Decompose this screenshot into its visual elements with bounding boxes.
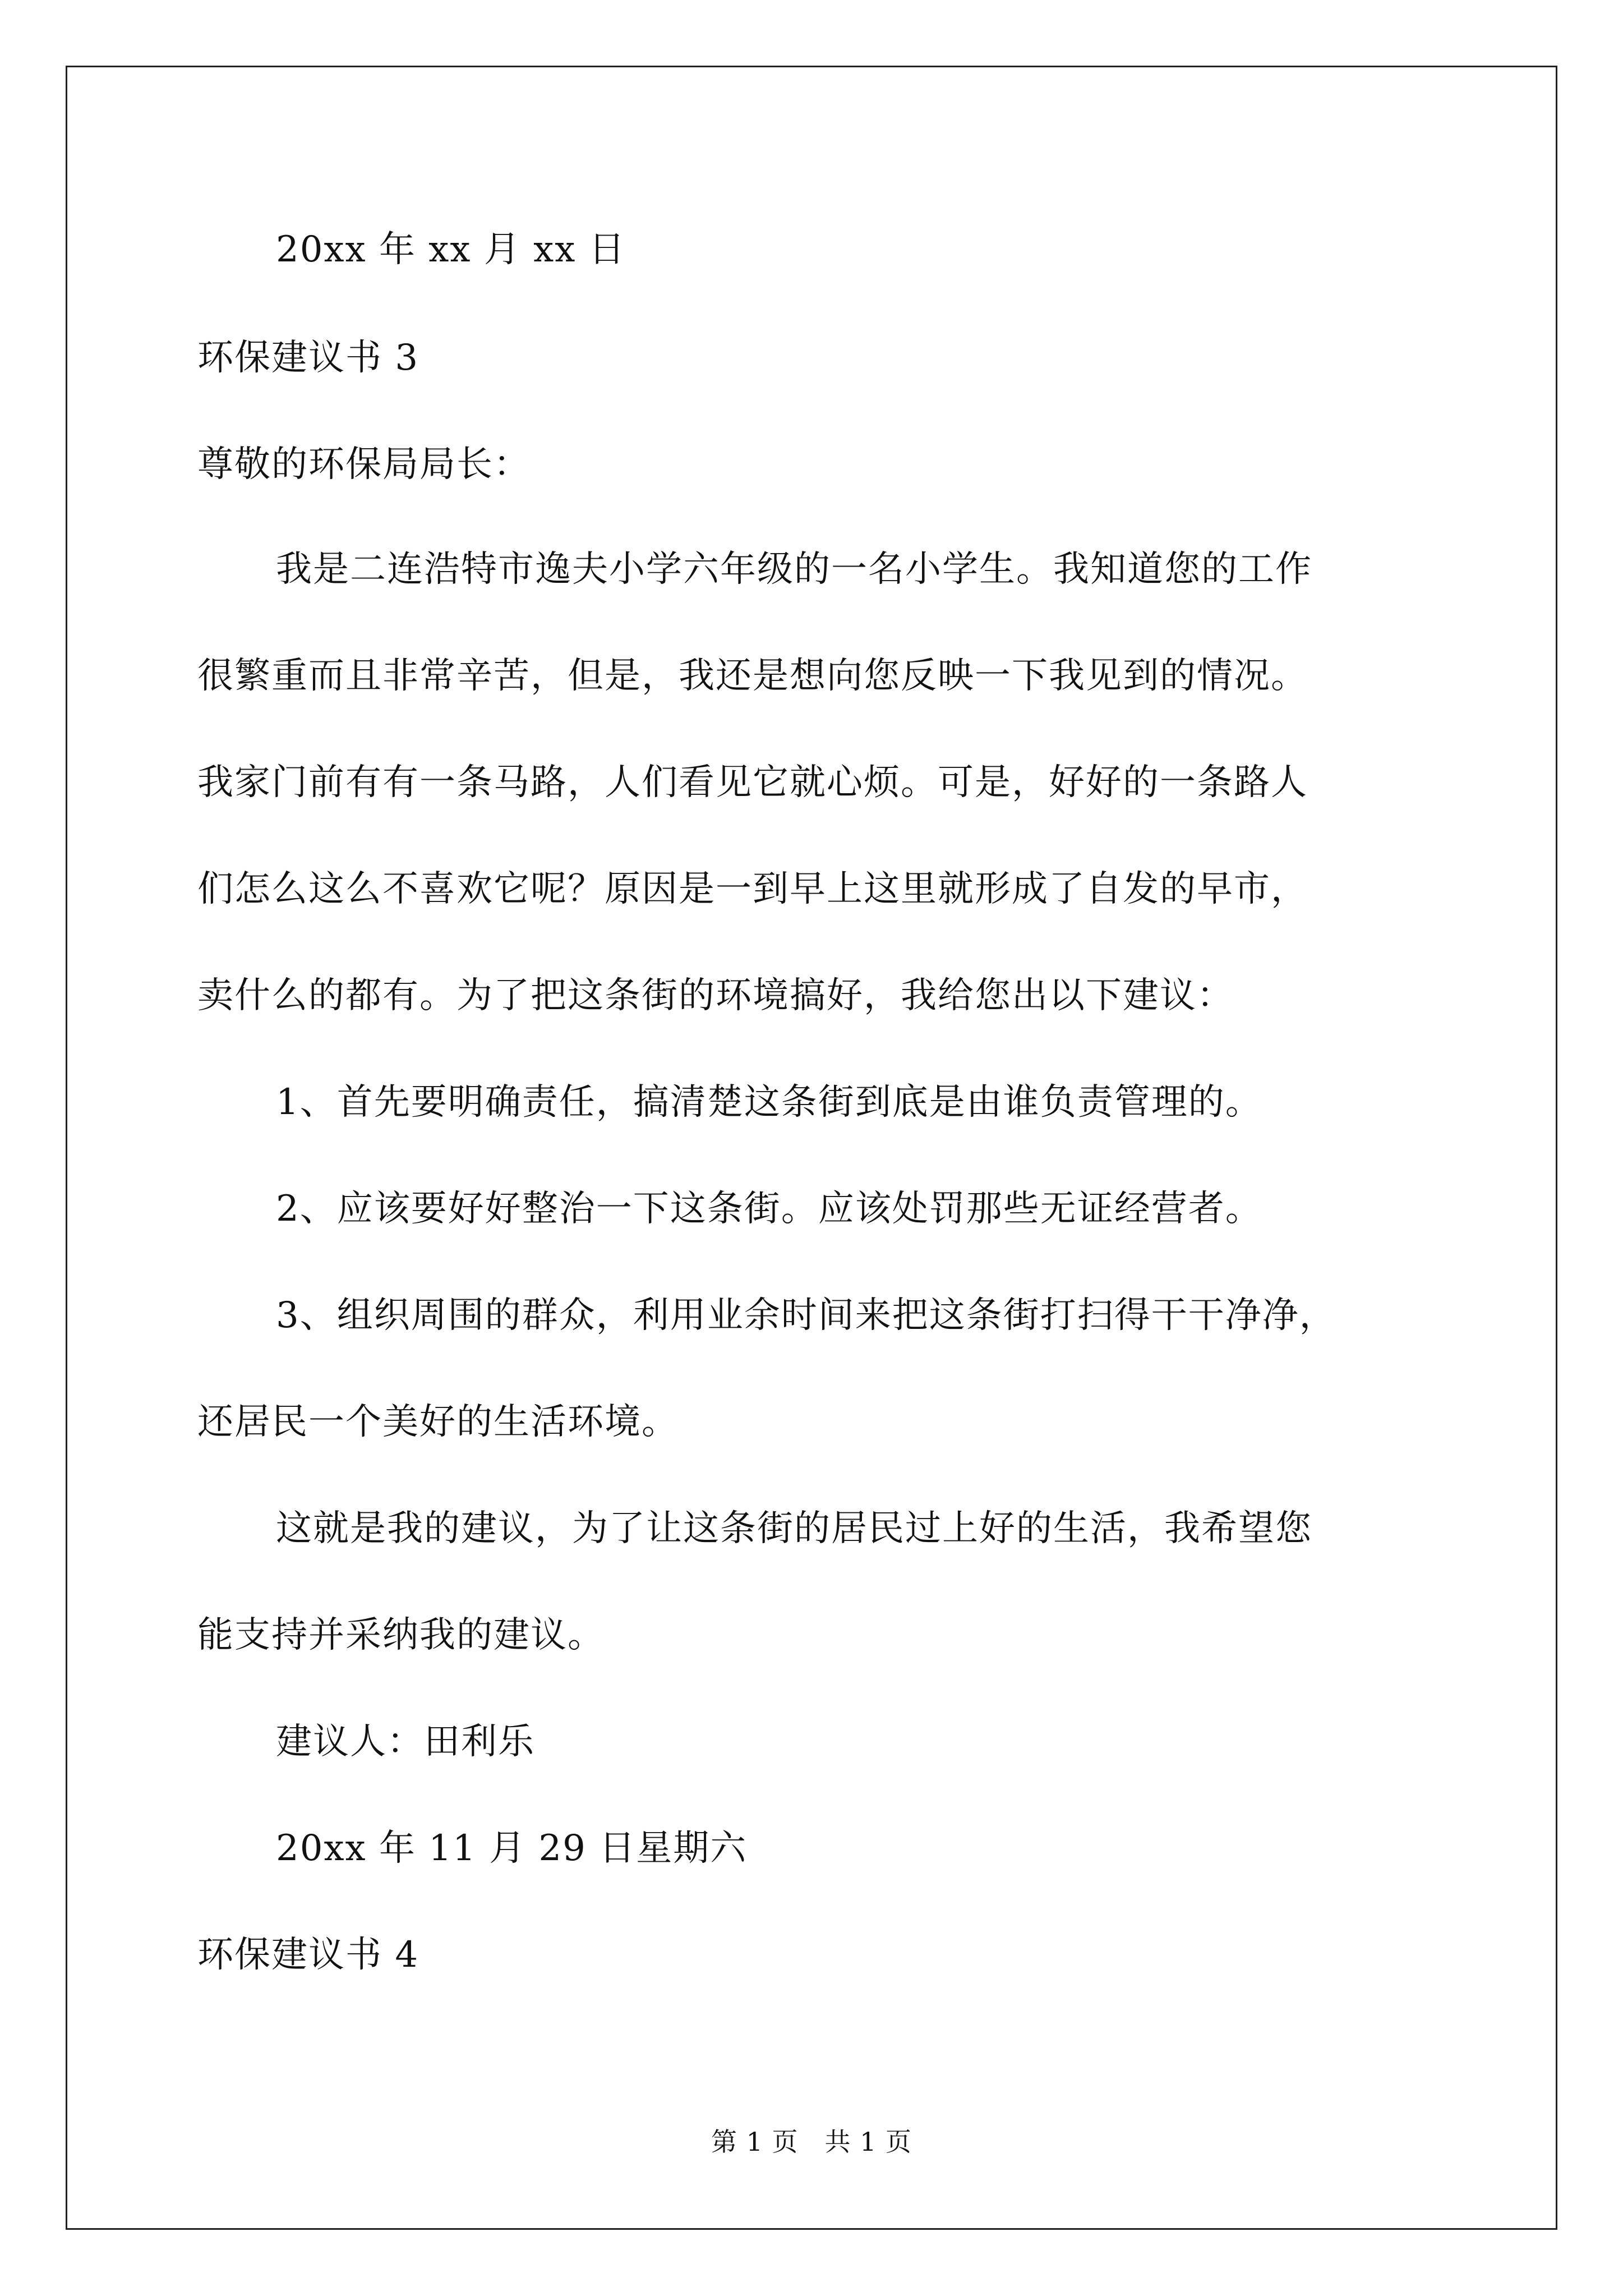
- date-line: 20xx 年 xx 月 xx 日: [276, 229, 626, 270]
- page-border: [66, 66, 1557, 2230]
- signature-date: 20xx 年 11 月 29 日星期六: [276, 1828, 748, 1869]
- page-footer: 第 1 页 共 1 页: [711, 2127, 912, 2157]
- paragraph-line: 还居民一个美好的生活环境。: [197, 1401, 679, 1443]
- paragraph-line: 卖什么的都有。为了把这条街的环境搞好，我给您出以下建议：: [197, 975, 1234, 1016]
- section-title: 环保建议书 3: [197, 337, 419, 379]
- section-title: 环保建议书 4: [197, 1934, 419, 1976]
- paragraph-line: 这就是我的建议，为了让这条街的居民过上好的生活，我希望您: [276, 1508, 1312, 1549]
- paragraph-line: 我家门前有有一条马路，人们看见它就心烦。可是，好好的一条路人: [197, 762, 1308, 803]
- paragraph-line: 很繁重而且非常辛苦，但是，我还是想向您反映一下我见到的情况。: [197, 655, 1308, 697]
- list-item: 2、应该要好好整治一下这条街。应该处罚那些无证经营者。: [276, 1188, 1262, 1230]
- list-item: 3、组织周围的群众，利用业余时间来把这条街打扫得干干净净，: [276, 1295, 1336, 1336]
- list-item: 1、首先要明确责任，搞清楚这条街到底是由谁负责管理的。: [276, 1082, 1262, 1123]
- paragraph-line: 们怎么这么不喜欢它呢？原因是一到早上这里就形成了自发的早市，: [197, 868, 1308, 910]
- paragraph-line: 我是二连浩特市逸夫小学六年级的一名小学生。我知道您的工作: [276, 549, 1312, 590]
- signature-line: 建议人：田利乐: [276, 1721, 535, 1763]
- salutation: 尊敬的环保局局长：: [197, 444, 531, 485]
- paragraph-line: 能支持并采纳我的建议。: [197, 1614, 605, 1656]
